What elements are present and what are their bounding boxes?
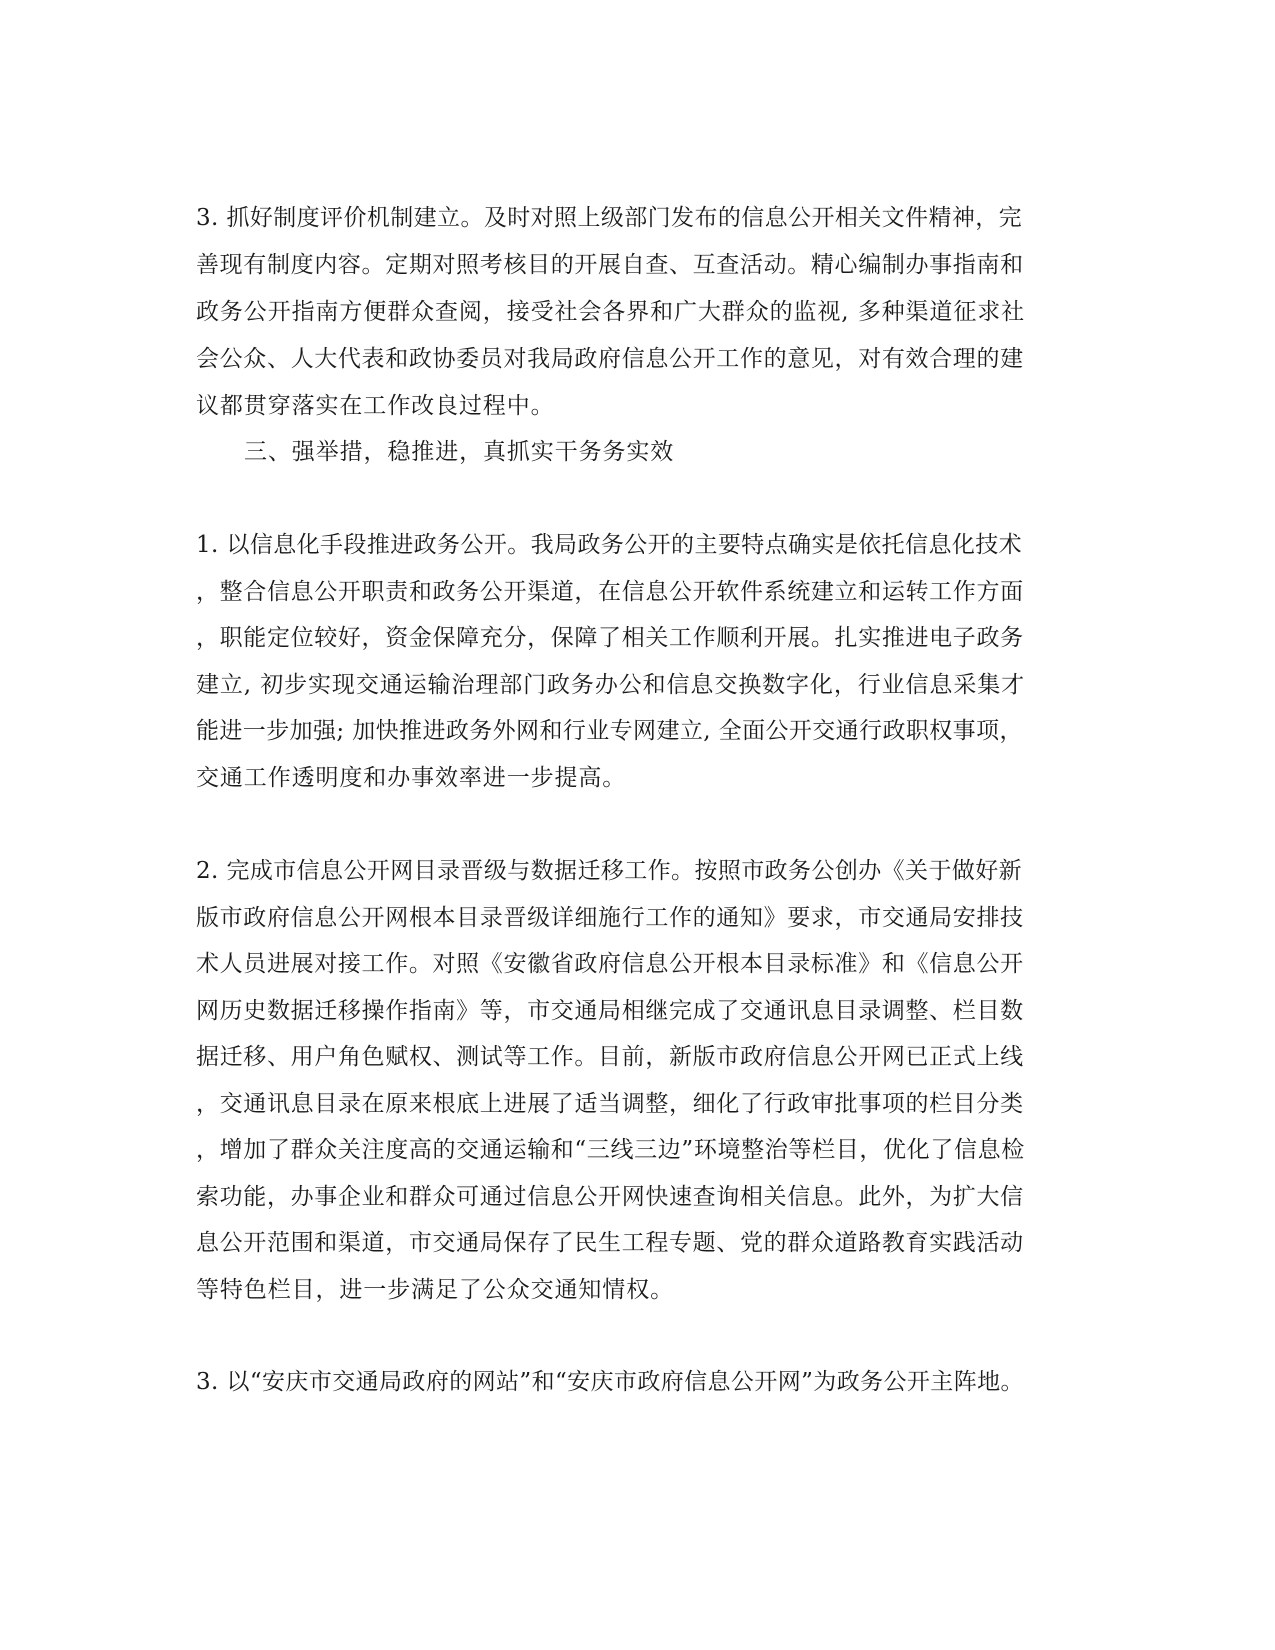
paragraph-line: 交通工作透明度和办事效率进一步提高。 (196, 765, 627, 791)
paragraph-line: ，职能定位较好，资金保障充分，保障了相关工作顺利开展。扎实推进电子政务 (196, 625, 1024, 651)
paragraph-line: 3. 以“安庆市交通局政府的网站”和“安庆市政府信息公开网”为政务公开主阵地。 (196, 1369, 1024, 1395)
paragraph-line: 据迁移、用户角色赋权、测试等工作。目前，新版市政府信息公开网已正式上线 (196, 1044, 1024, 1070)
paragraph-line: 2. 完成市信息公开网目录晋级与数据迁移工作。按照市政务公创办《关于做好新 (196, 858, 1023, 884)
paragraph-line: ，整合信息公开职责和政务公开渠道，在信息公开软件系统建立和运转工作方面 (196, 579, 1024, 605)
section-heading: 三、强举措，稳推进，真抓实干务务实效 (244, 439, 675, 465)
paragraph-line: 议都贯穿落实在工作改良过程中。 (196, 393, 555, 419)
paragraph-line: 索功能，办事企业和群众可通过信息公开网快速查询相关信息。此外，为扩大信 (196, 1184, 1024, 1210)
paragraph-line: 等特色栏目，进一步满足了公众交通知情权。 (196, 1277, 674, 1303)
paragraph-line: 3. 抓好制度评价机制建立。及时对照上级部门发布的信息公开相关文件精神，完 (196, 205, 1023, 231)
paragraph-line: 政务公开指南方便群众查阅，接受社会各界和广大群众的监视, 多种渠道征求社 (196, 299, 1026, 325)
paragraph-line: 会公众、人大代表和政协委员对我局政府信息公开工作的意见，对有效合理的建 (196, 346, 1024, 372)
paragraph-line: 建立, 初步实现交通运输治理部门政务办公和信息交换数字化，行业信息采集才 (196, 672, 1026, 698)
paragraph-line: ，交通讯息目录在原来根底上进展了适当调整，细化了行政审批事项的栏目分类 (196, 1091, 1024, 1117)
paragraph-line: ，增加了群众关注度高的交通运输和“三线三边”环境整治等栏目，优化了信息检 (196, 1137, 1025, 1163)
paragraph-line: 善现有制度内容。定期对照考核目的开展自查、互查活动。精心编制办事指南和 (196, 252, 1024, 278)
paragraph-line: 版市政府信息公开网根本目录晋级详细施行工作的通知》要求，市交通局安排技 (196, 905, 1024, 931)
paragraph-line: 1. 以信息化手段推进政务公开。我局政务公开的主要特点确实是依托信息化技术 (196, 532, 1023, 558)
paragraph-line: 息公开范围和渠道，市交通局保存了民生工程专题、党的群众道路教育实践活动 (196, 1230, 1024, 1256)
paragraph-line: 能进一步加强; 加快推进政务外网和行业专网建立, 全面公开交通行政职权事项， (196, 718, 1023, 744)
paragraph-line: 网历史数据迁移操作指南》等，市交通局相继完成了交通讯息目录调整、栏目数 (196, 998, 1024, 1024)
paragraph-line: 术人员进展对接工作。对照《安徽省政府信息公开根本目录标准》和《信息公开 (196, 951, 1024, 977)
